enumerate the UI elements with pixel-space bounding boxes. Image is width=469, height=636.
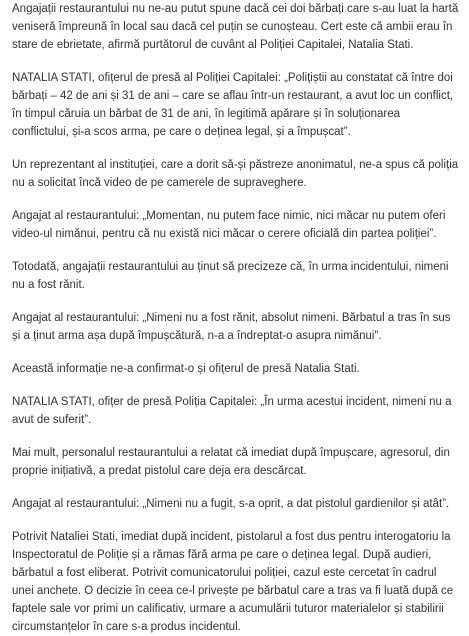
paragraph-intro: Angajații restaurantului nu ne-au putut spune dacă cei doi bărbați care s-au luat la hartă veniseră împreună în local sau dacă cel puțin se cunoșteau. Cert este că ambii erau în stare de ebrietate, afirmă purtătorul de cuvânt al Poliției Capitalei, Natalia Stati. [12, 3, 459, 51]
paragraph-confirmation: Această informație ne-a confirmat-o și ofițerul de presă Natalia Stati. [12, 363, 360, 375]
paragraph-employee-quote-video: Angajat al restaurantului: „Momentan, nu putem face nimic, nici măcar nu putem oferi video-ul nimănui, pentru că nu există nici măcar o cerere oficială din partea poliției”. [12, 210, 446, 240]
paragraph-anonymous-source: Un reprezentant al instituției, care a dorit să-și păstreze anonimatul, ne-a spus că poliția nu a solicitat încă video de pe camerele de supraveghere. [12, 159, 459, 189]
paragraph-police-quote: NATALIA STATI, ofițerul de presă al Poliției Capitalei: „Polițiștii au constatat că între doi bărbați – 42 de ani și 31 de ani – care se aflau într-un restaurant, a avut loc un conflict, în timpul căruia un bărbat de 31 de ani, în legitimă apărare și în soluționarea conflictului, și-a scos arma, pe care o deținea legal, și a împușcat”. [12, 72, 454, 138]
paragraph-employee-quote-guards: Angajat al restaurantului: „Nimeni nu a fugit, s-a oprit, a dat pistolul gardienilor și atât”. [12, 498, 450, 510]
paragraph-no-injuries: Totodată, angajații restaurantului au ținut să precizeze că, în urma incidentului, nimeni nu a fost rănit. [12, 261, 449, 291]
paragraph-pistol-surrendered: Mai mult, personalul restaurantului a relatat că imediat după împușcare, agresorul, din proprie inițiativă, a predat pistolul care deja era descărcat. [12, 447, 450, 477]
paragraph-employee-quote-injuries: Angajat al restaurantului: „Nimeni nu a fost rănit, absolut nimeni. Bărbatul a tras în sus și a ținut arma așa după împușcătură, n-a a îndreptat-o asupra nimănui”. [12, 312, 451, 342]
paragraph-investigation: Potrivit Nataliei Stati, imediat după incident, pistolarul a fost dus pentru interogatoriu la Inspectoratul de Poliție și a rămas fără arma pe care o deținea legal. După audieri, bărbatul a fost eliberat. Potrivit comunicatorului poliției, cazul este cercetat în cadrul unei anchete. O decizie în ceea ce-l privește pe bărbatul care a tras va fi luată după ce faptele sale vor primi un calificativ, urmare a acumulării tuturor materialelor și stabilirii circumstanțelor în care s-a produs incidentul. [12, 531, 454, 633]
paragraph-police-quote-no-harm: NATALIA STATI, ofițer de presă Poliția Capitalei: „În urma acestui incident, nimeni nu a avut de suferit”. [12, 396, 452, 426]
